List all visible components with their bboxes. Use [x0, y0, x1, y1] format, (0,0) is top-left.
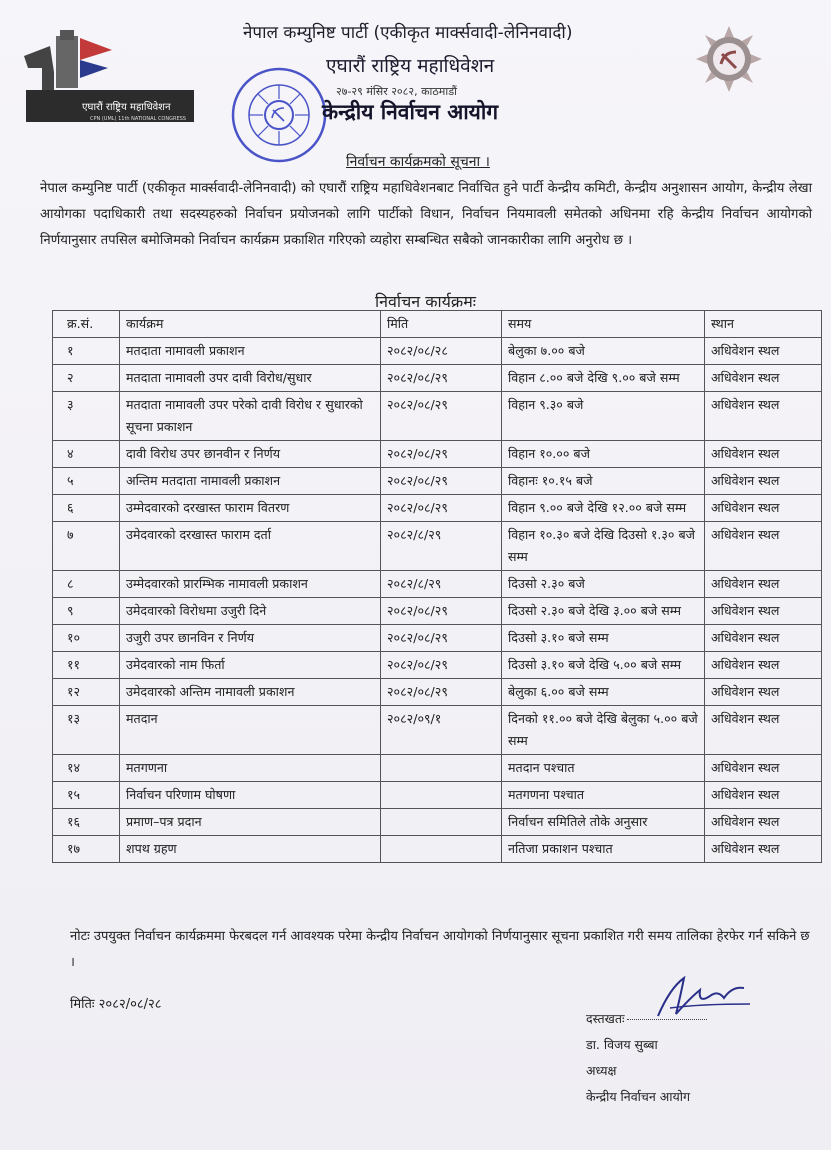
commission-seal [230, 66, 328, 164]
intro-paragraph: नेपाल कम्युनिष्ट पार्टी (एकीकृत मार्क्सवादी-लेनिनवादी) को एघारौं राष्ट्रिय महाधिवेशनबाट निर्वाचित हुने पार्टी केन्द्रीय कमिटी, केन्द्रीय अनुशासन आयोग, केन्द्रीय लेखा आयोगका पदाधिकारी तथा सदस्यहरुको निर्वाचन प्रयोजनको लागि पार्टीको विधान, निर्वाचन नियमावली समेतको अधिनमा रहि केन्द्रीय निर्वाचन आयोगको निर्णयानुसार तपसिल बमोजिमको निर्वाचन कार्यक्रम प्रकाशित गरिएको व्यहोरा सम्बन्धित सबैको जानकारीका लागि अनुरोध छ । [40, 181, 812, 248]
row-place: अधिवेशन स्थल [705, 495, 822, 522]
table-row [53, 706, 822, 755]
table-row [53, 679, 822, 706]
row-place: अधिवेशन स्थल [705, 598, 822, 625]
notice-title: निर्वाचन कार्यक्रमको सूचना । [346, 154, 490, 170]
table-header-row [53, 311, 822, 338]
row-sn: २ [53, 365, 120, 392]
congress-date: २७-२९ मंसिर २०८२, काठमाडौं [336, 85, 457, 98]
row-date [381, 755, 502, 782]
row-date: २०८२/०८/२९ [381, 625, 502, 652]
row-date: २०८२/८/२९ [381, 522, 502, 571]
row-program: उम्मेदवारको प्रारम्भिक नामावली प्रकाशन [120, 571, 381, 598]
header-time: समय [502, 311, 705, 338]
row-date [381, 836, 502, 863]
schedule-table [52, 310, 822, 863]
row-time: निर्वाचन समितिले तोके अनुसार [502, 809, 705, 836]
logo-text: एघारौं राष्ट्रिय महाधिवेशन [82, 102, 171, 113]
row-date: २०८२/०८/२९ [381, 365, 502, 392]
row-place: अधिवेशन स्थल [705, 571, 822, 598]
row-place: अधिवेशन स्थल [705, 809, 822, 836]
row-program: दावी विरोध उपर छानवीन र निर्णय [120, 441, 381, 468]
table-row [53, 652, 822, 679]
row-program: मतदाता नामावली उपर परेको दावी विरोध र सुधारको सूचना प्रकाशन [120, 392, 381, 441]
row-program: उमेदवारको दरखास्त फाराम दर्ता [120, 522, 381, 571]
row-sn: १६ [53, 809, 120, 836]
table-row [53, 571, 822, 598]
row-time: विहान १०.३० बजे देखि दिउसो १.३० बजे सम्म [502, 522, 705, 571]
table-row [53, 392, 822, 441]
table-row [53, 809, 822, 836]
header-sn: क्र.सं. [53, 311, 120, 338]
row-program: प्रमाण–पत्र प्रदान [120, 809, 381, 836]
table-row [53, 468, 822, 495]
row-program: उजुरी उपर छानविन र निर्णय [120, 625, 381, 652]
row-time: दिउसो २.३० बजे देखि ३.०० बजे सम्म [502, 598, 705, 625]
row-date: २०८२/०८/२८ [381, 338, 502, 365]
row-place: अधिवेशन स्थल [705, 392, 822, 441]
row-program: उमेदवारको अन्तिम नामावली प्रकाशन [120, 679, 381, 706]
header-date: मिति [381, 311, 502, 338]
table-row [53, 365, 822, 392]
row-time: विहान ९.३० बजे [502, 392, 705, 441]
row-sn: ५ [53, 468, 120, 495]
row-program: मतदाता नामावली प्रकाशन [120, 338, 381, 365]
row-time: बेलुका ६.०० बजे सम्म [502, 679, 705, 706]
sign-line [586, 1006, 707, 1032]
congress-name: एघारौं राष्ट्रिय महाधिवेशन [326, 55, 495, 77]
row-time: नतिजा प्रकाशन पश्चात [502, 836, 705, 863]
row-date: २०८२/०८/२९ [381, 598, 502, 625]
row-date [381, 809, 502, 836]
row-time: दिउसो ३.१० बजे सम्म [502, 625, 705, 652]
row-time: दिउसो ३.१० बजे देखि ५.०० बजे सम्म [502, 652, 705, 679]
header-place: स्थान [705, 311, 822, 338]
party-emblem-icon [694, 24, 764, 94]
row-date: २०८२/८/२९ [381, 571, 502, 598]
row-place: अधिवेशन स्थल [705, 625, 822, 652]
schedule-body [53, 338, 822, 863]
row-sn: ४ [53, 441, 120, 468]
row-program: उम्मेदवारको दरखास्त फाराम वितरण [120, 495, 381, 522]
signer-name: डा. विजय सुब्बा [586, 1037, 658, 1052]
row-place: अधिवेशन स्थल [705, 706, 822, 755]
table-row [53, 755, 822, 782]
notice-date: मितिः २०८२/०८/२८ [70, 997, 162, 1012]
logo-subtext: CPN (UML) 11th NATIONAL CONGRESS [90, 116, 186, 122]
table-row [53, 522, 822, 571]
table-row [53, 625, 822, 652]
row-place: अधिवेशन स्थल [705, 652, 822, 679]
row-program: अन्तिम मतदाता नामावली प्रकाशन [120, 468, 381, 495]
row-program: मतदान [120, 706, 381, 755]
row-sn: ३ [53, 392, 120, 441]
party-name: नेपाल कम्युनिष्ट पार्टी (एकीकृत मार्क्सवादी-लेनिनवादी) [243, 23, 573, 43]
row-date: २०८२/०९/१ [381, 706, 502, 755]
row-sn: ७ [53, 522, 120, 571]
row-sn: १३ [53, 706, 120, 755]
row-date: २०८२/०८/२९ [381, 679, 502, 706]
row-place: अधिवेशन स्थल [705, 782, 822, 809]
sign-dots [627, 1019, 707, 1020]
footer-note: नोटः उपयुक्त निर्वाचन कार्यक्रममा फेरबदल गर्न आवश्यक परेमा केन्द्रीय निर्वाचन आयोगको निर्णयानुसार सूचना प्रकाशित गरी समय तालिका हेरफेर गर्न सकिने छ । [70, 929, 810, 970]
row-time: विहान ९.०० बजे देखि १२.०० बजे सम्म [502, 495, 705, 522]
row-time: मतगणना पश्चात [502, 782, 705, 809]
table-row [53, 782, 822, 809]
commission-name: केन्द्रीय निर्वाचन आयोग [322, 100, 499, 124]
row-place: अधिवेशन स्थल [705, 468, 822, 495]
row-date: २०८२/०८/२९ [381, 468, 502, 495]
row-sn: १७ [53, 836, 120, 863]
row-place: अधिवेशन स्थल [705, 836, 822, 863]
header-program: कार्यक्रम [120, 311, 381, 338]
row-place: अधिवेशन स्थल [705, 522, 822, 571]
row-date: २०८२/०८/२९ [381, 652, 502, 679]
row-sn: १ [53, 338, 120, 365]
row-program: उमेदवारको नाम फिर्ता [120, 652, 381, 679]
table-row [53, 836, 822, 863]
signature-block [586, 1006, 707, 1110]
table-row [53, 495, 822, 522]
row-sn: ८ [53, 571, 120, 598]
sign-label: दस्तखतः [586, 1011, 625, 1026]
row-date: २०८२/०८/२९ [381, 495, 502, 522]
row-place: अधिवेशन स्थल [705, 755, 822, 782]
table-row [53, 338, 822, 365]
row-date [381, 782, 502, 809]
row-place: अधिवेशन स्थल [705, 441, 822, 468]
signer-org: केन्द्रीय निर्वाचन आयोग [586, 1089, 691, 1104]
row-date: २०८२/०८/२९ [381, 392, 502, 441]
row-place: अधिवेशन स्थल [705, 679, 822, 706]
row-sn: १५ [53, 782, 120, 809]
row-sn: ११ [53, 652, 120, 679]
row-program: उमेदवारको विरोधमा उजुरी दिने [120, 598, 381, 625]
row-place: अधिवेशन स्थल [705, 338, 822, 365]
program-title: निर्वाचन कार्यक्रमः [375, 292, 476, 311]
row-sn: १४ [53, 755, 120, 782]
table-row [53, 441, 822, 468]
row-place: अधिवेशन स्थल [705, 365, 822, 392]
row-time: विहान ८.०० बजे देखि ९.०० बजे सम्म [502, 365, 705, 392]
row-sn: १० [53, 625, 120, 652]
congress-logo [20, 28, 198, 126]
row-time: बेलुका ७.०० बजे [502, 338, 705, 365]
row-program: मतगणना [120, 755, 381, 782]
row-program: निर्वाचन परिणाम घोषणा [120, 782, 381, 809]
signer-title: अध्यक्ष [586, 1063, 617, 1078]
row-program: शपथ ग्रहण [120, 836, 381, 863]
row-sn: १२ [53, 679, 120, 706]
row-time: दिनको ११.०० बजे देखि बेलुका ५.०० बजे सम्म [502, 706, 705, 755]
row-time: मतदान पश्चात [502, 755, 705, 782]
row-sn: ६ [53, 495, 120, 522]
row-time: दिउसो २.३० बजे [502, 571, 705, 598]
row-sn: ९ [53, 598, 120, 625]
row-time: विहान १०.०० बजे [502, 441, 705, 468]
row-time: विहानः १०.१५ बजे [502, 468, 705, 495]
table-row [53, 598, 822, 625]
row-date: २०८२/०८/२९ [381, 441, 502, 468]
row-program: मतदाता नामावली उपर दावी विरोध/सुधार [120, 365, 381, 392]
